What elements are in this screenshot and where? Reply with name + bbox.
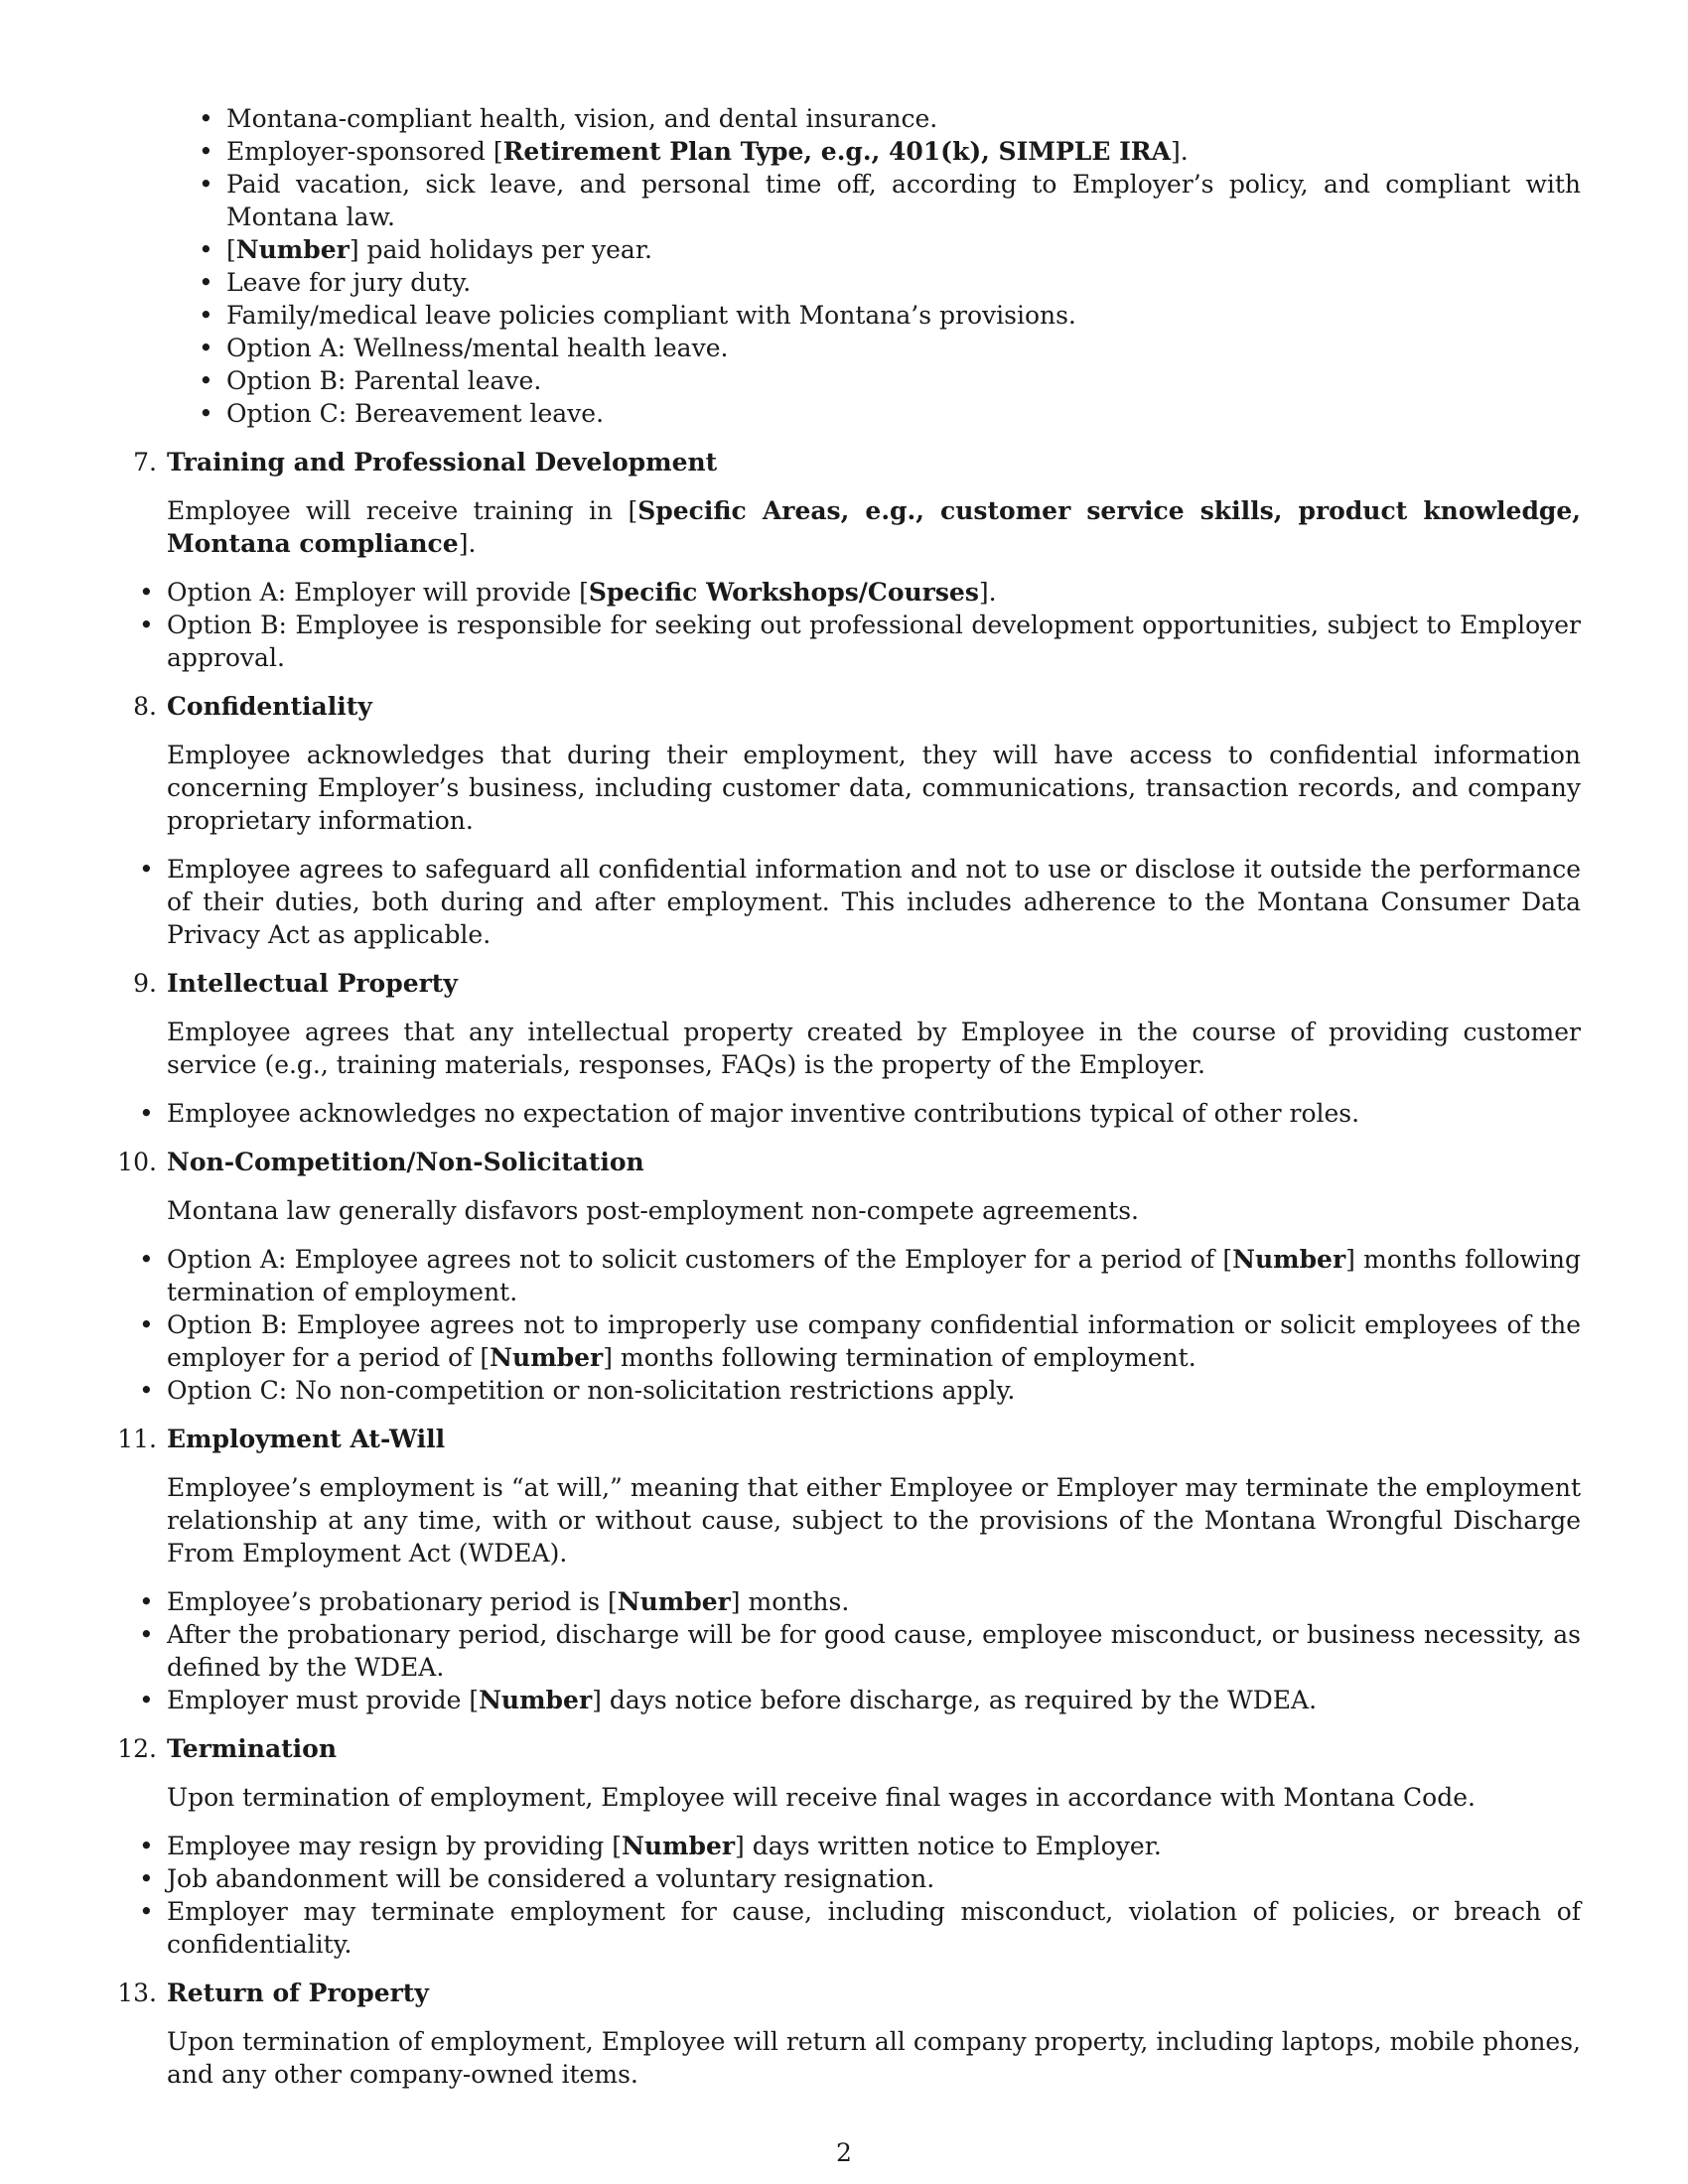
- section-number: 11.: [117, 1425, 157, 1453]
- bullet-item: • After the probationary period, discharge will be for good cause, employee misconduct, or business necessity, as defined by the WDEA.: [107, 1618, 1581, 1684]
- section-bullet-list: [107, 1243, 1581, 1407]
- section-paragraph: Employee’s employment is “at will,” meaning that either Employee or Employer may terminate the employment relationship at any time, with or without cause, subject to the provisions of the Montana Wrongful Discharge From Employment Act (WDEA).: [167, 1473, 1581, 1568]
- bullet-item: • Job abandonment will be considered a voluntary resignation.: [107, 1862, 1581, 1895]
- bullet-item: • Option A: Employer will provide [Specific Workshops/Courses].: [107, 576, 1581, 609]
- section-bullet-list: [107, 853, 1581, 951]
- section-number: 13.: [117, 1979, 157, 2007]
- section-title: Non-Competition/Non-Solicitation: [167, 1148, 644, 1176]
- section-13: [117, 1977, 1581, 2091]
- bullet-item: • Employee agrees to safeguard all confidential information and not to use or disclose it outside the performance of their duties, both during and after employment. This includes adherence to the Montana Consumer Data Privacy Act as applicable.: [107, 853, 1581, 951]
- bullet-item: • Employee’s probationary period is [Number] months.: [107, 1585, 1581, 1618]
- section-bullet-list: [107, 1585, 1581, 1716]
- section-number: 8.: [133, 692, 157, 721]
- section-paragraph: Employee will receive training in [Specific Areas, e.g., customer service skills, product knowledge, Montana compliance].: [167, 496, 1582, 558]
- placeholder-text: Number: [490, 1343, 604, 1372]
- bullet-item: • Employee may resign by providing [Number] days written notice to Employer.: [107, 1830, 1581, 1862]
- bullet-item: • Option C: No non-competition or non-solicitation restrictions apply.: [107, 1374, 1581, 1407]
- placeholder-text: Number: [621, 1832, 736, 1860]
- section-title: Training and Professional Development: [167, 448, 718, 477]
- section-8: [133, 690, 1581, 951]
- bullet-item: • Option B: Parental leave.: [167, 364, 1581, 397]
- bullet-item: • Family/medical leave policies compliant with Montana’s provisions.: [167, 299, 1581, 332]
- section-heading: [117, 1146, 1581, 1178]
- section-title: Termination: [167, 1734, 338, 1763]
- bullet-item: • [Number] paid holidays per year.: [167, 233, 1581, 266]
- section-paragraph: Upon termination of employment, Employee will receive final wages in accordance with Montana Code.: [167, 1783, 1476, 1812]
- section-heading: [117, 1732, 1581, 1765]
- bullet-item: • Employer-sponsored [Retirement Plan Type, e.g., 401(k), SIMPLE IRA].: [167, 135, 1581, 168]
- section-7: [133, 446, 1582, 674]
- section-9: [133, 967, 1581, 1130]
- bullet-item: • Option B: Employee is responsible for seeking out professional development opportunities, subject to Employer approval.: [107, 609, 1581, 674]
- bullet-item: • Employer may terminate employment for cause, including misconduct, violation of policies, or breach of confidentiality.: [107, 1895, 1581, 1961]
- section-heading: [117, 1423, 1581, 1455]
- placeholder-text: Number: [235, 235, 350, 264]
- section-paragraph: Employee acknowledges that during their employment, they will have access to confidential information concerning Employer’s business, including customer data, communications, transaction records, and company proprietary information.: [167, 741, 1581, 835]
- bullet-item: • Option C: Bereavement leave.: [167, 397, 1581, 430]
- section-paragraph: Employee agrees that any intellectual property created by Employee in the course of providing customer service (e.g., training materials, responses, FAQs) is the property of the Employer.: [167, 1018, 1581, 1079]
- section-bullet-list: [107, 576, 1581, 674]
- section-12: [117, 1732, 1581, 1961]
- section-title: Intellectual Property: [167, 969, 458, 998]
- section-bullet-list: [107, 1097, 1581, 1130]
- bullet-item: • Option A: Employee agrees not to solicit customers of the Employer for a period of [Number] months following termination of employment.: [107, 1243, 1581, 1308]
- section-paragraph: Upon termination of employment, Employee will return all company property, including laptops, mobile phones, and any other company-owned items.: [167, 2027, 1581, 2089]
- bullet-item: • Employee acknowledges no expectation of major inventive contributions typical of other roles.: [107, 1097, 1581, 1130]
- bullet-item: • Option B: Employee agrees not to improperly use company confidential information or solicit employees of the employer for a period of [Number] months following termination of employment.: [107, 1308, 1581, 1374]
- page-number: 2: [836, 2138, 852, 2167]
- section-heading: [133, 690, 1581, 723]
- section-paragraph: Montana law generally disfavors post-employment non-compete agreements.: [167, 1196, 1139, 1225]
- placeholder-text: Number: [479, 1686, 593, 1714]
- section-11: [117, 1423, 1581, 1716]
- section-number: 12.: [117, 1734, 157, 1763]
- section-number: 7.: [133, 448, 157, 477]
- bullet-item: • Paid vacation, sick leave, and personal time off, according to Employer’s policy, and compliant with Montana law.: [167, 168, 1581, 233]
- section-bullet-list: [107, 1830, 1581, 1961]
- bullet-item: • Employer must provide [Number] days notice before discharge, as required by the WDEA.: [107, 1684, 1581, 1716]
- sections-container: [117, 446, 1582, 2091]
- section-title: Return of Property: [167, 1979, 429, 2007]
- placeholder-text: Specific Areas, e.g., customer service skills, product knowledge, Montana compliance: [167, 496, 1582, 558]
- section-title: Employment At-Will: [167, 1425, 446, 1453]
- section-10: [117, 1146, 1582, 1407]
- document-body: [117, 102, 1582, 2107]
- bullet-item: • Leave for jury duty.: [167, 266, 1581, 299]
- placeholder-text: Number: [617, 1587, 731, 1616]
- section-number: 9.: [133, 969, 157, 998]
- section-heading: [133, 967, 1581, 1000]
- section-heading: [117, 1977, 1581, 2009]
- placeholder-text: Retirement Plan Type, e.g., 401(k), SIMPLE IRA: [502, 137, 1171, 166]
- benefits-list: [167, 102, 1581, 430]
- placeholder-text: Number: [1232, 1245, 1346, 1274]
- section-number: 10.: [117, 1148, 157, 1176]
- section-heading: [133, 446, 1581, 478]
- placeholder-text: Specific Workshops/Courses: [588, 578, 979, 607]
- section-title: Confidentiality: [167, 692, 372, 721]
- bullet-item: • Option A: Wellness/mental health leave.: [167, 332, 1581, 364]
- bullet-item: • Montana-compliant health, vision, and dental insurance.: [167, 102, 1581, 135]
